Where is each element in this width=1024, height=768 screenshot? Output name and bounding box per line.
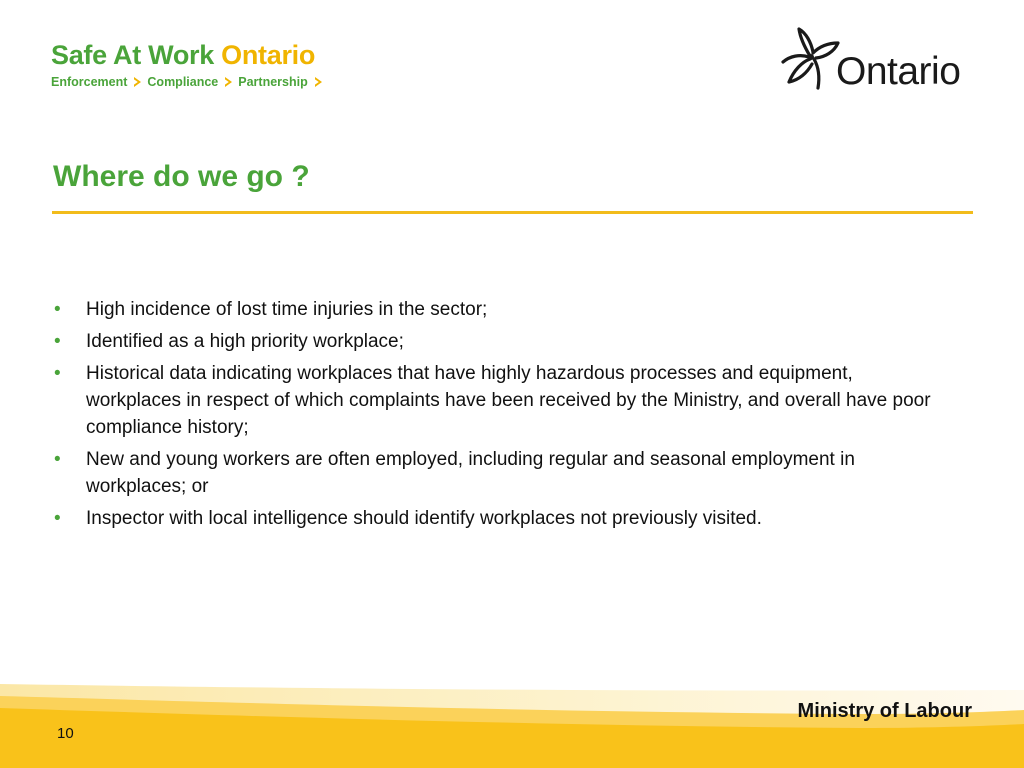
trillium-icon xyxy=(780,26,842,92)
chevron-right-icon xyxy=(314,77,323,87)
ontario-logo xyxy=(780,26,980,98)
bullet-item xyxy=(54,296,934,323)
bullet-item xyxy=(54,446,934,500)
slide-title: Where do we go ? xyxy=(53,160,310,193)
ministry-label: Ministry of Labour xyxy=(797,700,972,722)
tagline-item: Enforcement xyxy=(51,75,128,89)
bullet-text: High incidence of lost time injuries in the sector; xyxy=(86,299,488,320)
brand-title-part1: Safe At Work xyxy=(51,40,214,70)
bullet-text: Inspector with local intelligence should identify workplaces not previously visited. xyxy=(86,508,762,529)
chevron-right-icon xyxy=(224,77,233,87)
bullet-text: New and young workers are often employed, including regular and seasonal employment in workplaces; or xyxy=(86,449,855,497)
page-number: 10 xyxy=(57,725,74,742)
bullet-icon: • xyxy=(54,363,61,384)
bullet-item xyxy=(54,328,934,355)
title-divider xyxy=(52,211,973,214)
bullet-icon: • xyxy=(54,449,61,470)
bullet-icon: • xyxy=(54,508,61,529)
brand-tagline xyxy=(51,74,328,90)
bullet-text: Identified as a high priority workplace; xyxy=(86,331,404,352)
chevron-right-icon xyxy=(133,77,142,87)
bullet-item xyxy=(54,505,934,532)
tagline-item: Compliance xyxy=(147,75,219,89)
bullet-icon: • xyxy=(54,299,61,320)
safe-at-work-brand xyxy=(51,40,328,90)
brand-title-part2: Ontario xyxy=(221,40,316,70)
brand-title xyxy=(51,40,328,70)
bullet-icon: • xyxy=(54,331,61,352)
tagline-item: Partnership xyxy=(238,75,308,89)
bullet-text: Historical data indicating workplaces that have highly hazardous processes and equipment, workplaces in respect of which complaints have been received by the Ministry, and overall have poor compliance history; xyxy=(86,363,931,438)
bullet-list xyxy=(54,296,934,537)
ontario-wordmark: Ontario xyxy=(836,50,961,93)
bullet-item xyxy=(54,360,934,441)
